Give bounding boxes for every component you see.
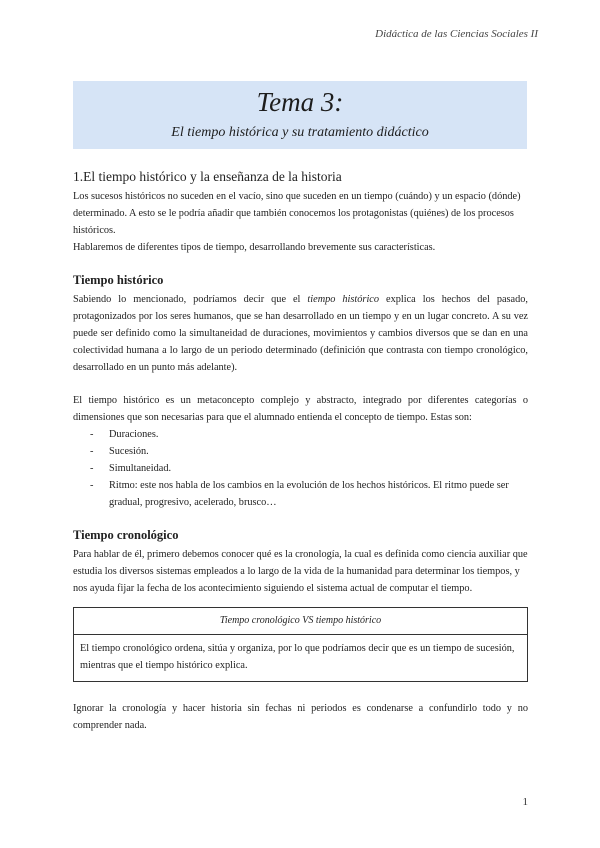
closing-paragraph: Ignorar la cronología y hacer historia sin fechas ni periodos es condenarse a confundirlo todo y no comprender nada. <box>73 703 528 731</box>
intro-paragraph: Los sucesos históricos no suceden en el vacío, sino que suceden en un tiempo (cuándo) y un espacio (dónde) determinado. A esto se le podría añadir que también conocemos los protagonistas (quiénes) de los procesos históricos. <box>73 191 521 236</box>
subheading-tiempo-historico: Tiempo histórico <box>73 273 164 287</box>
dash-bullet: - <box>90 480 94 491</box>
page-number: 1 <box>522 796 528 808</box>
list-item-text: Simultaneidad. <box>109 463 172 474</box>
subheading-tiempo-cronologico: Tiempo cronológico <box>73 528 179 542</box>
title-box <box>73 81 527 149</box>
tiempo-cronologico-paragraph: Para hablar de él, primero debemos conocer qué es la cronología, la cual es definida como ciencia auxiliar que estudia los diversos sistemas empleados a lo largo de la vida de la humanidad para determinar los tiempos, y nos ayuda fijar la fecha de los acontecimiento siguiendo el sistema actual de computar el tiempo. <box>73 549 528 594</box>
page-content <box>73 168 528 734</box>
dimensions-list <box>73 426 528 511</box>
dash-bullet: - <box>90 446 94 457</box>
paragraph-text: Sabiendo lo mencionado, podríamos decir que el <box>73 294 308 305</box>
dash-bullet: - <box>90 429 94 440</box>
tiempo-historico-paragraph-2: El tiempo histórico es un metaconcepto complejo y abstracto, integrado por diferentes categorías o dimensiones que son necesarias para que el alumnado entienda el concepto de tiempo. Estas son: <box>73 395 528 423</box>
comparison-table-header: Tiempo cronológico VS tiempo histórico <box>74 608 527 635</box>
document-subtitle: El tiempo histórica y su tratamiento didáctico <box>171 125 429 140</box>
paragraph-text: explica los hechos del pasado, protagonizados por los seres humanos, que se han desarrollado en un tiempo y en un lugar concreto. A su vez puede ser definido como la simultaneidad de duraciones, movimientos y cambios diversos que se dan en una colectividad humana a lo largo de un periodo determinado (definición que contrasta con tiempo cronológico, desarrollado en un punto más adelante). <box>73 294 528 373</box>
intro-paragraph-2: Hablaremos de diferentes tipos de tiempo, desarrollando brevemente sus características. <box>73 242 436 253</box>
list-item <box>73 460 528 477</box>
dash-bullet: - <box>90 463 94 474</box>
comparison-table <box>73 607 528 682</box>
list-item-text: Sucesión. <box>109 446 149 457</box>
emphasis-term: tiempo histórico <box>307 294 380 305</box>
list-item-text: Duraciones. <box>109 429 159 440</box>
comparison-table-body: El tiempo cronológico ordena, sitúa y organiza, por lo que podríamos decir que es un tiempo de sucesión, mientras que el tiempo histórico explica. <box>80 643 515 671</box>
document-title: Tema 3: <box>256 87 344 117</box>
section-heading: 1.El tiempo histórico y la enseñanza de la historia <box>73 169 342 184</box>
tiempo-historico-paragraph <box>73 291 528 376</box>
list-item <box>73 426 528 443</box>
running-header: Didáctica de las Ciencias Sociales II <box>375 28 538 40</box>
list-item <box>73 477 528 511</box>
list-item <box>73 443 528 460</box>
list-item-text: Ritmo: este nos habla de los cambios en la evolución de los hechos históricos. El ritmo puede ser gradual, progresivo, acelerado, brusco… <box>109 480 509 508</box>
